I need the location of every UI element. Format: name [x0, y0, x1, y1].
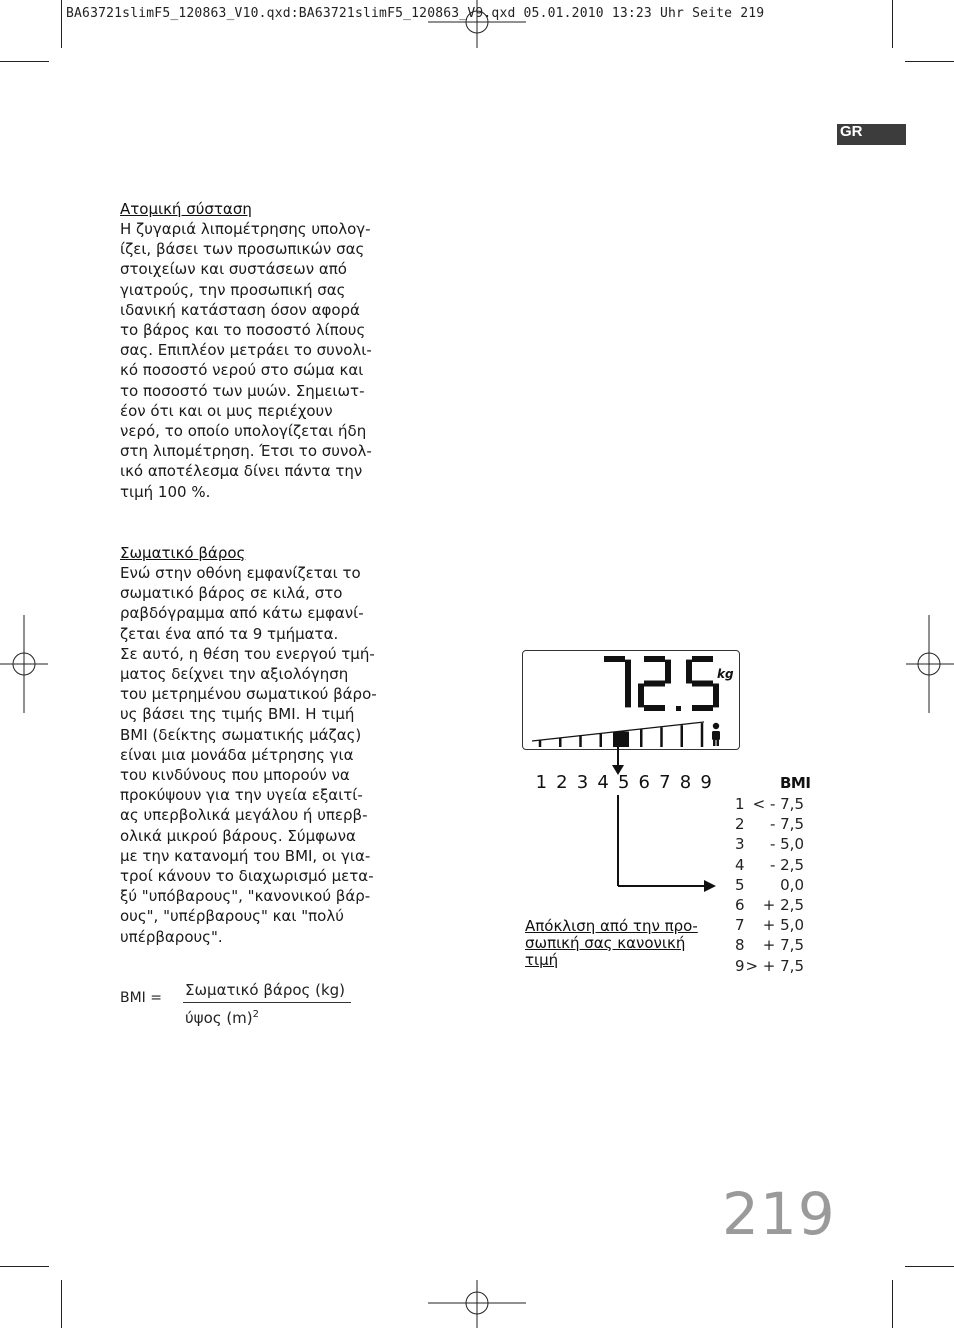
text-line: έον ότι και οι μυς περιέχουν	[120, 401, 333, 420]
digit-segment	[644, 656, 665, 662]
deviation-caption	[525, 918, 698, 969]
bargraph-segment	[701, 723, 704, 747]
text-line: Σε αυτό, η θέση του ενεργού τμή-	[120, 644, 375, 663]
text-line: ας υπερβολικά μεγάλου ή υπερβ-	[120, 806, 368, 825]
text-line: ικό αποτέλεσμα δίνει πάντα την	[120, 462, 363, 481]
text-line: υπέρβαρους".	[120, 927, 223, 946]
segment-number: 7	[659, 772, 671, 793]
segment-number-row	[531, 772, 716, 793]
text-line: σωματικό βάρος σε κιλά, στο	[120, 584, 343, 603]
bmi-segment-number: 4	[735, 855, 745, 874]
segment-number: 8	[679, 772, 692, 793]
bmi-segment-number: 2	[735, 815, 745, 834]
segment-number: 9	[700, 772, 712, 793]
text-line: είναι μια μονάδα μέτρησης για	[120, 745, 354, 764]
pointer-arrows	[600, 745, 730, 895]
text-line: προκύψουν για την υγεία εξαιτί-	[120, 786, 363, 805]
bmi-table-row	[735, 835, 804, 855]
text-line: νερό, το οποίο υπολογίζεται ήδη	[120, 422, 367, 441]
digit-segment	[686, 660, 692, 684]
bmi-deviation-value: + 5,0	[762, 916, 804, 935]
bargraph-segment	[579, 736, 582, 747]
segment-number: 6	[638, 772, 650, 793]
bargraph-segment	[681, 725, 684, 747]
bmi-deviation-value: 0,0	[780, 875, 804, 894]
bmi-deviation-value: - 7,5	[769, 815, 804, 834]
bmi-table-row	[735, 795, 804, 815]
text-line: τροί κάνουν το διαχωρισμό μετα-	[120, 867, 374, 886]
digit-segment	[604, 656, 625, 662]
text-line: του κινδύνους που μπορούν να	[120, 766, 350, 785]
text-line: ζεται ένα από τα 9 τμήματα.	[120, 624, 339, 643]
bmi-bargraph	[532, 722, 704, 747]
digit-segment	[665, 660, 671, 684]
segment-number: 2	[556, 772, 568, 793]
text-line: με την κατανομή του BMI, οι για-	[120, 846, 371, 865]
digit-segment	[625, 684, 631, 708]
formula-denominator: ύψος $(m)^2$	[185, 1009, 260, 1027]
digit-segment	[644, 705, 665, 711]
section-body	[120, 219, 372, 502]
bmi-table-row	[735, 815, 804, 835]
bmi-table-row	[735, 876, 804, 896]
page-number: 219	[722, 1180, 836, 1248]
caption-line: Απόκλιση από την προ-	[525, 917, 698, 935]
bmi-table-header: BMI	[780, 774, 811, 792]
section-heading: Ατομική σύσταση	[120, 200, 252, 218]
text-line: ματος δείχνει την αξιολόγηση	[120, 665, 349, 684]
fraction-line	[183, 1002, 351, 1003]
digit-segment	[713, 684, 719, 708]
bmi-deviation-value: > + 7,5	[745, 956, 804, 975]
bmi-deviation-value: < - 7,5	[752, 795, 804, 813]
digit-segment	[625, 660, 631, 684]
bargraph-segment	[539, 740, 542, 747]
language-badge: GR	[837, 124, 906, 145]
digit-segment	[644, 681, 665, 687]
bmi-table-row	[735, 896, 804, 916]
section-body	[120, 563, 377, 947]
text-line: ραβδόγραμμα από κάτω εμφανί-	[120, 604, 364, 623]
bmi-deviation-value: - 5,0	[769, 835, 804, 854]
segment-number: 5	[617, 772, 630, 793]
text-line: στη λιπομέτρηση. Έτσι το συνολ-	[120, 442, 372, 461]
bmi-segment-number: 7	[735, 916, 745, 935]
text-line: ίζει, βάσει των προσωπικών σας	[120, 240, 365, 259]
unit-label: kg	[717, 667, 734, 681]
text-line: στοιχείων και συστάσεων από	[120, 260, 347, 279]
text-line: του μετρημένου σωματικού βάρο-	[120, 685, 377, 704]
section-body-weight	[120, 543, 377, 947]
bmi-segment-number: 1	[735, 795, 745, 813]
bmi-segment-number: 6	[735, 896, 745, 914]
bmi-segment-number: 8	[735, 936, 745, 955]
text-line: Ενώ στην οθόνη εμφανίζεται το	[120, 564, 361, 582]
bmi-table-row	[735, 856, 804, 876]
digit-segment	[692, 681, 713, 687]
text-line: γιατρούς, την προσωπική σας	[120, 280, 346, 299]
text-line: ιδανική κατάσταση όσον αφορά	[120, 300, 360, 319]
text-line: κό ποσοστό νερού στο σώμα και	[120, 361, 364, 380]
bmi-deviation-value: - 2,5	[769, 855, 804, 874]
lcd-graphics	[522, 650, 740, 750]
bmi-table-row	[735, 936, 804, 956]
segment-number: 1	[535, 772, 548, 793]
text-line: τιμή 100 %.	[120, 482, 211, 501]
formula-label: BMI =	[120, 990, 162, 1006]
bargraph-segment	[559, 738, 562, 747]
text-line: Η ζυγαριά λιπομέτρησης υπολογ-	[120, 220, 371, 238]
text-line: ολικά μικρού βάρους. Σύμφωνα	[120, 826, 356, 845]
digit-segment	[692, 705, 713, 711]
weight-seven-segment	[604, 656, 719, 711]
bmi-segment-number: 3	[735, 835, 745, 854]
segment-number: 3	[576, 772, 589, 793]
digit-segment	[692, 656, 713, 662]
bmi-table-row	[735, 957, 804, 977]
decimal-point	[676, 706, 681, 711]
digit-segment	[638, 684, 644, 708]
bmi-table-row	[735, 916, 804, 936]
formula-numerator: Σωματικό βάρος (kg)	[185, 981, 346, 999]
bmi-segment-number: 5	[735, 875, 745, 894]
print-slug: BA63721slimF5_120863_V10.qxd:BA63721slimF5_120863_V9.qxd 05.01.2010 13:23 Uhr Seite 219	[66, 6, 765, 21]
person-icon	[712, 723, 720, 746]
segment-number: 4	[597, 772, 609, 793]
text-line: το ποσοστό των μυών. Σημειωτ-	[120, 381, 365, 400]
text-line: το βάρος και το ποσοστό λίπους	[120, 321, 366, 340]
text-line: BMI (δείκτης σωματικής μάζας)	[120, 725, 362, 744]
text-line: υς βάσει της τιμής BMI. Η τιμή	[120, 705, 355, 724]
bmi-deviation-value: + 7,5	[762, 936, 804, 955]
text-line: ους", "υπέρβαρους" και "πολύ	[120, 907, 344, 926]
text-line: ξύ "υπόβαρους", "κανονικού βάρ-	[120, 887, 371, 906]
caption-line: σωπική σας κανονική	[525, 934, 686, 952]
text-line: σας. Επιπλέον μετράει το συνολι-	[120, 341, 372, 360]
bmi-segment-number: 9	[735, 956, 745, 975]
caption-line: τιμή	[525, 951, 559, 969]
section-individual-composition	[120, 199, 372, 502]
bmi-deviation-value: + 2,5	[762, 896, 804, 914]
section-heading: Σωματικό βάρος	[120, 544, 246, 562]
